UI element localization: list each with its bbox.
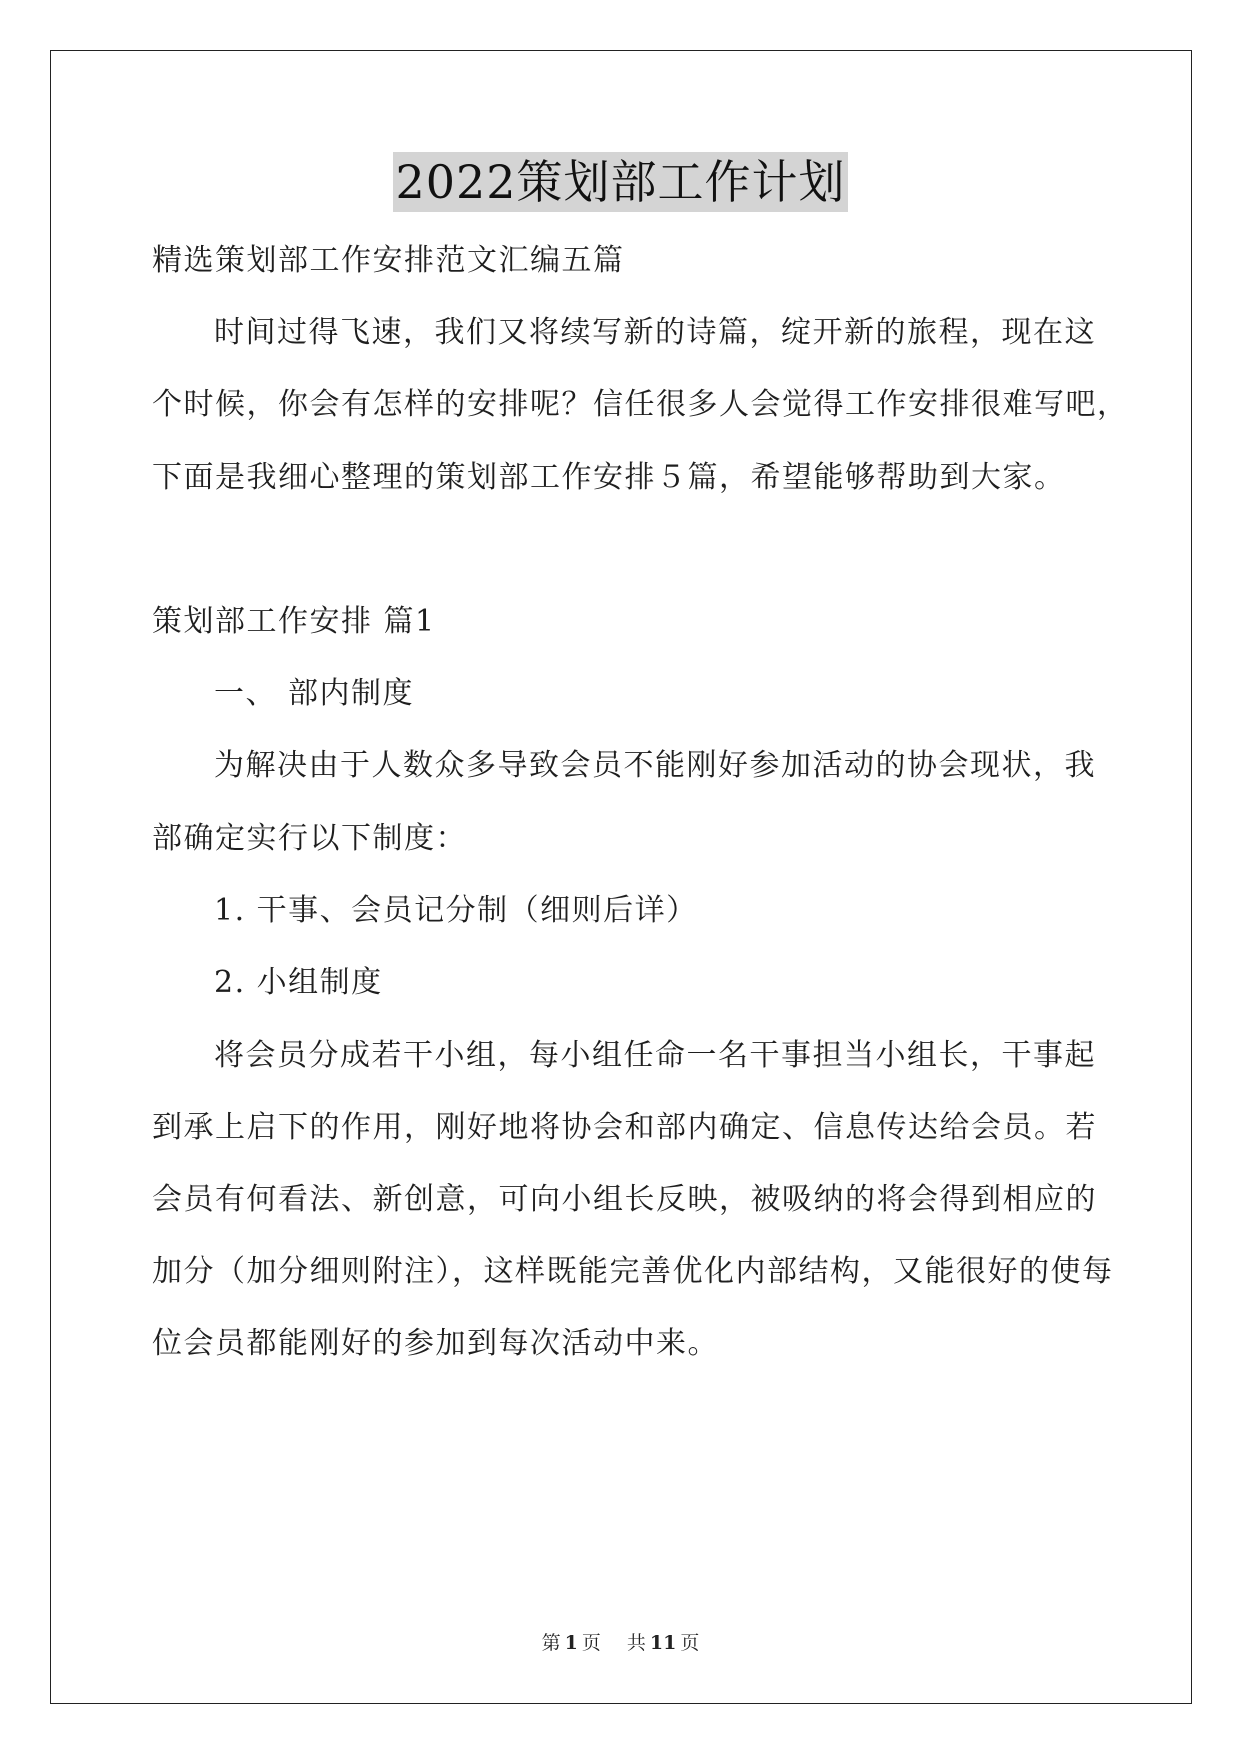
document-title: 2022策划部工作计划: [393, 152, 847, 212]
section-heading: 策划部工作安排 篇1: [152, 604, 436, 639]
paragraph-line: 部确定实行以下制度：: [152, 821, 467, 856]
title-container: [0, 152, 1241, 212]
page-border: [50, 50, 1192, 1704]
paragraph-line: 加分（加分细则附注），这样既能完善优化内部结构，又能很好的使每: [152, 1254, 1114, 1289]
paragraph-line: 会员有何看法、新创意，可向小组长反映，被吸纳的将会得到相应的: [152, 1182, 1097, 1217]
footer-page-suffix: 页: [581, 1632, 601, 1654]
current-page-number: 1: [564, 1632, 578, 1654]
paragraph-line: 时间过得飞速，我们又将续写新的诗篇，绽开新的旅程，现在这: [214, 315, 1096, 350]
footer-prefix: 第: [541, 1632, 561, 1654]
paragraph-line: 将会员分成若干小组，每小组任命一名干事担当小组长，干事起: [214, 1038, 1096, 1073]
footer-total-suffix: 页: [680, 1632, 700, 1654]
subtitle-line: 精选策划部工作安排范文汇编五篇: [152, 243, 625, 278]
list-item: 2. 小组制度: [214, 965, 383, 1000]
paragraph-line: 到承上启下的作用，刚好地将协会和部内确定、信息传达给会员。若: [152, 1110, 1097, 1145]
paragraph-line: 个时候，你会有怎样的安排呢？信任很多人会觉得工作安排很难写吧，: [152, 387, 1129, 422]
subsection-heading: 一、 部内制度: [214, 676, 415, 711]
paragraph-line: 下面是我细心整理的策划部工作安排５篇，希望能够帮助到大家。: [152, 460, 1066, 495]
page-footer: [0, 1631, 1241, 1655]
total-page-count: 11: [649, 1632, 677, 1654]
paragraph-line: 位会员都能刚好的参加到每次活动中来。: [152, 1326, 719, 1361]
paragraph-line: 为解决由于人数众多导致会员不能刚好参加活动的协会现状，我: [214, 748, 1096, 783]
footer-total-prefix: 共: [626, 1632, 646, 1654]
list-item: 1. 干事、会员记分制（细则后详）: [214, 893, 698, 928]
